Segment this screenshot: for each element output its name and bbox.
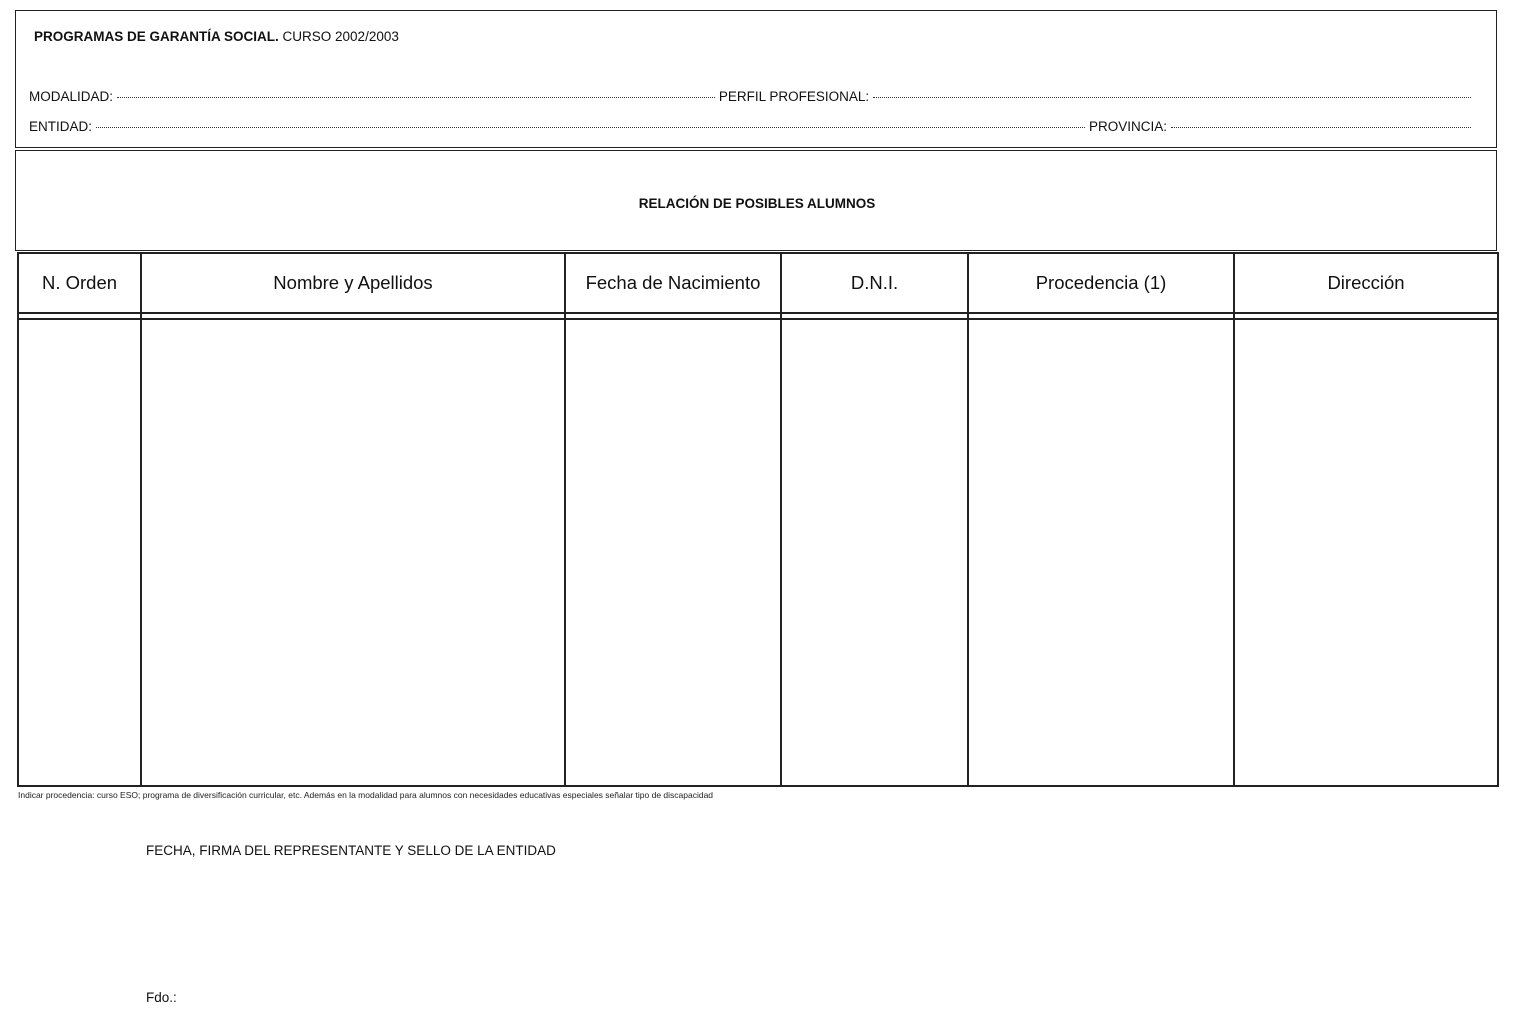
entidad-label: ENTIDAD:: [29, 119, 93, 134]
students-table: [17, 252, 1499, 787]
students-table-wrap: [17, 252, 1497, 785]
cell-direccion[interactable]: [1234, 319, 1498, 786]
column-header-procedencia: Procedencia (1): [968, 253, 1234, 313]
perfil-profesional-field[interactable]: [873, 96, 1471, 98]
entidad-provincia-row: [29, 119, 1475, 134]
provincia-field[interactable]: [1171, 126, 1471, 128]
modalidad-field[interactable]: [117, 96, 715, 98]
modalidad-perfil-row: [29, 89, 1475, 104]
column-header-fecha-nacimiento: Fecha de Nacimiento: [565, 253, 781, 313]
perfil-profesional-label: PERFIL PROFESIONAL:: [718, 89, 870, 104]
provincia-label: PROVINCIA:: [1088, 119, 1167, 134]
cell-fecha-nacimiento[interactable]: [565, 319, 781, 786]
column-header-dni: D.N.I.: [781, 253, 968, 313]
column-header-nombre: Nombre y Apellidos: [141, 253, 565, 313]
column-header-direccion: Dirección: [1234, 253, 1498, 313]
signed-by-label: Fdo.:: [146, 990, 177, 1005]
table-row: [18, 319, 1498, 786]
section-title: RELACIÓN DE POSIBLES ALUMNOS: [638, 196, 876, 211]
column-header-orden: N. Orden: [18, 253, 141, 313]
table-header-row: [18, 253, 1498, 313]
signature-label: FECHA, FIRMA DEL REPRESENTANTE Y SELLO DE LA ENTIDAD: [146, 843, 556, 858]
form-title-program: PROGRAMAS DE GARANTÍA SOCIAL.: [34, 29, 279, 44]
modalidad-label: MODALIDAD:: [29, 89, 114, 104]
cell-nombre[interactable]: [141, 319, 565, 786]
form-title: [34, 29, 399, 44]
footnote: Indicar procedencia: curso ESO; programa de diversificación curricular, etc. Además en la modalidad para alumnos con necesidades educativas especiales señalar tipo de discapacidad: [18, 790, 714, 800]
cell-dni[interactable]: [781, 319, 968, 786]
entidad-field[interactable]: [96, 126, 1085, 128]
form-title-course: CURSO 2002/2003: [282, 29, 399, 44]
cell-orden[interactable]: [18, 319, 141, 786]
cell-procedencia[interactable]: [968, 319, 1234, 786]
